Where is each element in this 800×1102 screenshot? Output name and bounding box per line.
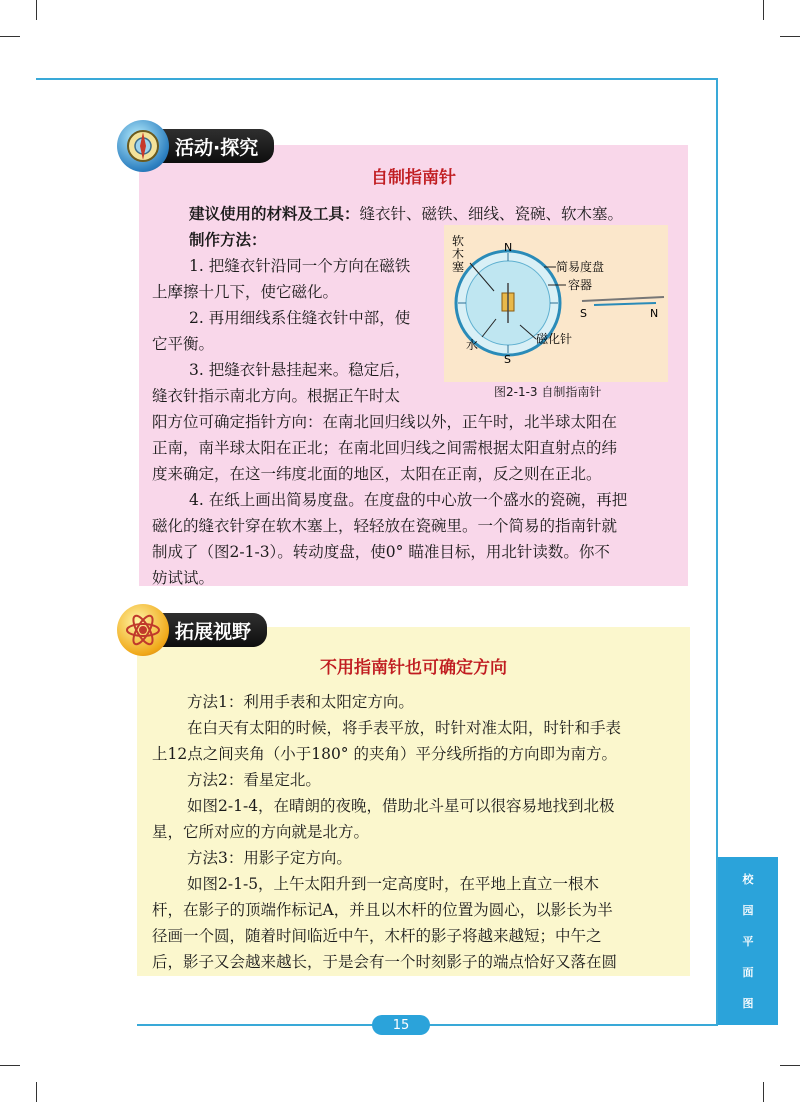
materials-label: 建议使用的材料及工具：: [189, 205, 360, 223]
extension-line: 方法1：利用手表和太阳定方向。: [187, 693, 414, 711]
activity-title: 自制指南针: [371, 168, 456, 188]
page-frame-top: [36, 78, 718, 80]
extension-line: 后，影子又会越来越长，于是会有一个时刻影子的端点恰好又落在圆: [152, 953, 618, 971]
side-tab-char: 面: [742, 966, 754, 980]
extension-line: 径画一个圆，随着时间临近中午，木杆的影子将越来越短；中午之: [152, 927, 602, 945]
activity-line: 3. 把缝衣针悬挂起来。稳定后，: [189, 361, 411, 379]
crop-mark: [0, 36, 20, 37]
activity-line: 上摩擦十几下，使它磁化。: [152, 283, 339, 301]
extension-line: 在白天有太阳的时候，将手表平放，时针对准太阳，时针和手表: [187, 719, 622, 737]
extension-line: 如图2-1-4，在晴朗的夜晚，借助北斗星可以很容易地找到北极: [187, 797, 615, 815]
activity-line: 制成了（图2-1-3）。转动度盘，使0° 瞄准目标，用北针读数。你不: [152, 543, 610, 561]
activity-line: 2. 再用细线系住缝衣针中部，使: [189, 309, 411, 327]
compass-figure: [444, 225, 668, 382]
figure-label-dial: 简易度盘: [556, 260, 605, 274]
figure-n-side: N: [650, 307, 659, 320]
extension-line: 如图2-1-5，上午太阳升到一定高度时，在平地上直立一根木: [187, 875, 600, 893]
figure-label-cork: 塞: [452, 260, 465, 274]
extension-badge: [117, 604, 267, 656]
figure-label-container: 容器: [568, 278, 593, 292]
extension-line: 上12点之间夹角（小于180° 的夹角）平分线所指的方向即为南方。: [152, 745, 617, 763]
extension-line: 杆，在影子的顶端作标记A，并且以木杆的位置为圆心，以影长为半: [152, 901, 613, 919]
crop-mark: [780, 36, 800, 37]
page-number: 15: [372, 1015, 430, 1035]
figure-label-cork: 软: [452, 234, 465, 248]
figure-s-bottom: S: [504, 353, 511, 366]
activity-line: 妨试试。: [152, 569, 215, 587]
materials-line: [189, 201, 623, 227]
method-label: 制作方法：: [189, 231, 267, 249]
activity-line: 4. 在纸上画出简易度盘。在度盘的中心放一个盛水的瓷碗，再把: [189, 491, 628, 509]
crop-mark: [36, 0, 37, 20]
extension-title: 不用指南针也可确定方向: [320, 658, 507, 678]
side-tab-char: 平: [742, 934, 754, 948]
materials-text: 缝衣针、磁铁、细线、瓷碗、软木塞。: [359, 205, 624, 223]
activity-badge-label: 活动·探究: [147, 129, 274, 163]
side-tab-char: 校: [742, 872, 754, 886]
figure-caption: 图2-1-3 自制指南针: [494, 385, 602, 399]
activity-line: 1. 把缝衣针沿同一个方向在磁铁: [189, 257, 411, 275]
activity-line: 正南，南半球太阳在正北；在南北回归线之间需根据太阳直射点的纬: [152, 439, 618, 457]
extension-line: 方法3：用影子定方向。: [187, 849, 352, 867]
side-tab-char: 园: [742, 903, 754, 917]
figure-label-needle: 磁化针: [536, 332, 573, 346]
activity-line: 缝衣针指示南北方向。根据正午时太: [152, 387, 401, 405]
crop-mark: [36, 1082, 37, 1102]
extension-line: 方法2：看星定北。: [187, 771, 321, 789]
activity-line: 阳方位可确定指针方向：在南北回归线以外，正午时，北半球太阳在: [152, 413, 618, 431]
compass-diagram: [444, 225, 668, 382]
figure-label-water: 水: [466, 338, 479, 352]
extension-line: 星，它所对应的方向就是北方。: [152, 823, 370, 841]
crop-mark: [0, 1065, 20, 1066]
atom-icon: [117, 604, 169, 656]
activity-line: 磁化的缝衣针穿在软木塞上，轻轻放在瓷碗里。一个简易的指南针就: [152, 517, 618, 535]
figure-s-side: S: [580, 307, 587, 320]
activity-line: 它平衡。: [152, 335, 215, 353]
crop-mark: [763, 1082, 764, 1102]
extension-badge-label: 拓展视野: [147, 613, 267, 647]
compass-icon: [117, 120, 169, 172]
crop-mark: [763, 0, 764, 20]
side-tab-char: 图: [742, 997, 754, 1011]
crop-mark: [780, 1065, 800, 1066]
activity-line: 度来确定，在这一纬度北面的地区，太阳在正南，反之则在正北。: [152, 465, 602, 483]
side-tab[interactable]: [718, 857, 778, 1025]
figure-n-top: N: [504, 241, 513, 254]
figure-label-cork: 木: [452, 247, 465, 261]
